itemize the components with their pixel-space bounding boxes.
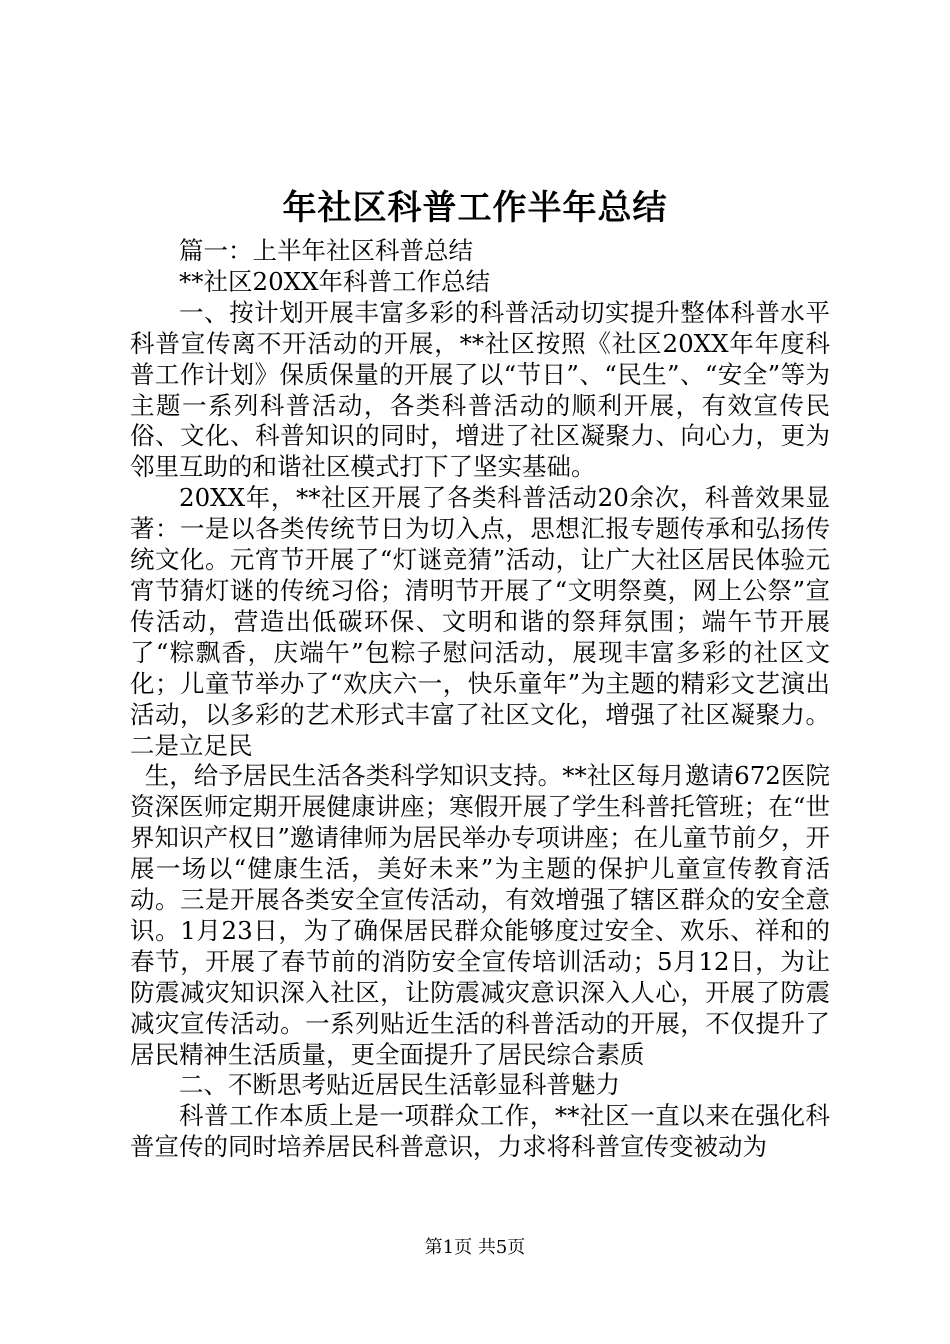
paragraph-subtitle: **社区20XX年科普工作总结: [179, 266, 491, 296]
paragraph-part-two-heading: 二、不断思考贴近居民生活彰显科普魅力: [179, 1070, 620, 1100]
paragraph-part-two-body: 科普工作本质上是一项群众工作，**社区一直以来在强化科普宣传的同时培养居民科普意识，力求将科普宣传变被动为: [130, 1101, 830, 1162]
page-footer: 第1页 共5页: [424, 1237, 526, 1258]
paragraph-section-heading: 篇一：上半年社区科普总结: [179, 236, 473, 265]
paragraph-activities: 20XX年，**社区开展了各类科普活动20余次，科普效果显著：一是以各类传统节日为切入点，思想汇报专题传承和弘扬传统文化。元宵节开展了“灯谜竞猜”活动，让广大社区居民体验元宵节猜灯谜的传统习俗；清明节开展了“文明祭奠，网上公祭”宣传活动，营造出低碳环保、文明和谐的祭拜氛围；端午节开展了“粽飘香，庆端午”包粽子慰问活动，展现丰富多彩的社区文化；儿童节举办了“欢庆六一，快乐童年”为主题的精彩文艺演出活动，以多彩的艺术形式丰富了社区文化，增强了社区凝聚力。二是立足民: [130, 483, 830, 760]
document-title: 年社区科普工作半年总结: [282, 188, 668, 228]
paragraph-livelihood: 生，给予居民生活各类科学知识支持。**社区每月邀请672医院资深医师定期开展健康讲座；寒假开展了学生科普托管班；在“世界知识产权日”邀请律师为居民举办专项讲座；在儿童节前夕，开展一场以“健康生活，美好未来”为主题的保护儿童宣传教育活动。三是开展各类安全宣传活动，有效增强了辖区群众的安全意识。1月23日，为了确保居民群众能够度过安全、欢乐、祥和的春节，开展了春节前的消防安全宣传培训活动；5月12日，为让防震减灾知识深入社区，让防震减灾意识深入人心，开展了防震减灾宣传活动。一系列贴近生活的科普活动的开展，不仅提升了居民精神生活质量，更全面提升了居民综合素质: [130, 761, 830, 1069]
paragraph-part-one: 一、按计划开展丰富多彩的科普活动切实提升整体科普水平科普宣传离不开活动的开展，**社区按照《社区20XX年年度科普工作计划》保质保量的开展了以“节日”、“民生”、“安全”等为主题一系列科普活动，各类科普活动的顺利开展，有效宣传民俗、文化、科普知识的同时，增进了社区凝聚力、向心力，更为邻里互助的和谐社区模式打下了坚实基础。: [130, 297, 830, 482]
document-body: [130, 236, 830, 1163]
